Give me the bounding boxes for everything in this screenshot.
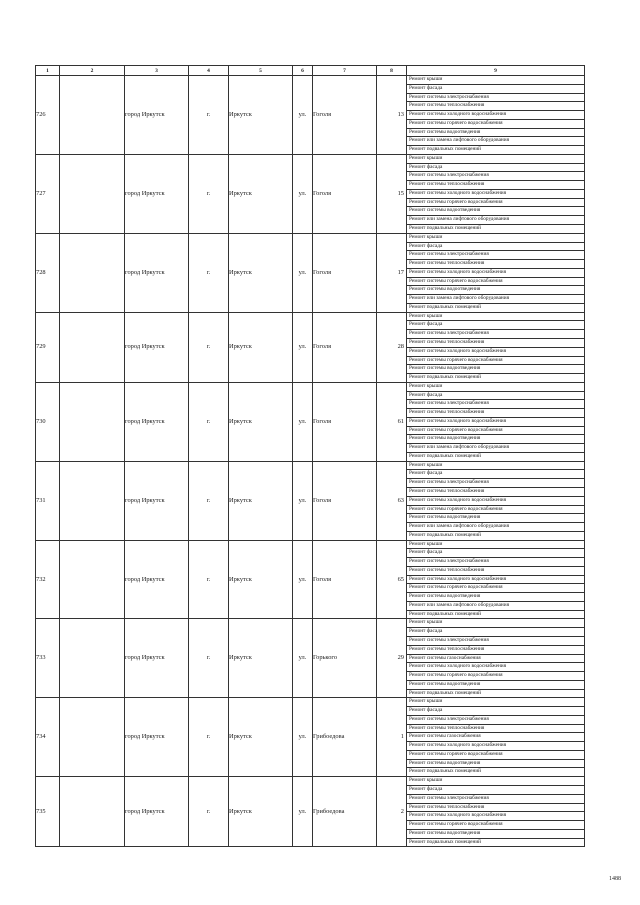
settlement-cell: Иркутск (229, 312, 293, 382)
empty-cell (60, 233, 125, 312)
works-list-cell (407, 540, 585, 619)
work-item: Ремонт фасада (407, 321, 584, 330)
building-number-cell: 61 (377, 382, 407, 461)
empty-cell (60, 154, 125, 233)
street-type-cell: ул. (293, 540, 313, 619)
col-header: 4 (189, 66, 229, 76)
empty-cell (60, 312, 125, 382)
work-item: Ремонт системы теплоснабжения (407, 181, 584, 190)
street-cell: Гоголя (313, 540, 377, 619)
work-item: Ремонт системы водоотведения (407, 681, 584, 690)
street-cell: Гоголя (313, 312, 377, 382)
work-item: Ремонт крыши (407, 541, 584, 550)
settlement-cell: Иркутск (229, 382, 293, 461)
work-item: Ремонт подвальных помещений (409, 768, 481, 775)
building-number-cell: 13 (377, 76, 407, 155)
works-list-cell (407, 76, 585, 155)
work-item: Ремонт системы горячего водоснабжения (407, 821, 584, 830)
work-item: Ремонт системы газоснабжения (407, 655, 584, 664)
works-list-cell (407, 698, 585, 777)
work-item: Ремонт системы теплоснабжения (407, 339, 584, 348)
settlement-type-cell: г. (189, 76, 229, 155)
street-cell: Грибоедова (313, 698, 377, 777)
work-item: Ремонт системы холодного водоснабжения (407, 497, 584, 506)
settlement-type-cell: г. (189, 777, 229, 847)
document-page (35, 65, 584, 847)
work-item: Ремонт системы водоотведения (407, 514, 584, 523)
work-item: Ремонт системы электроснабжения (407, 94, 584, 103)
works-list-cell (407, 312, 585, 382)
repair-register-table (35, 65, 585, 847)
work-item: Ремонт крыши (407, 313, 584, 322)
work-item: Ремонт системы водоотведения (407, 207, 584, 216)
house-number-cell: 727 (36, 154, 60, 233)
house-number-cell: 731 (36, 461, 60, 540)
house-number-cell: 728 (36, 233, 60, 312)
col-header: 1 (36, 66, 60, 76)
work-item: Ремонт фасада (407, 786, 584, 795)
empty-cell (60, 619, 125, 698)
work-item: Ремонт системы горячего водоснабжения (407, 751, 584, 760)
work-item: Ремонт системы холодного водоснабжения (407, 663, 584, 672)
work-item: Ремонт системы электроснабжения (407, 716, 584, 725)
work-item: Ремонт системы холодного водоснабжения (407, 269, 584, 278)
municipality-cell: город Иркутск (125, 233, 189, 312)
building-number-cell: 63 (377, 461, 407, 540)
house-number-cell: 730 (36, 382, 60, 461)
work-item: Ремонт системы горячего водоснабжения (407, 357, 584, 366)
building-number-cell: 28 (377, 312, 407, 382)
house-number-cell: 729 (36, 312, 60, 382)
empty-cell (60, 698, 125, 777)
work-item: Ремонт системы электроснабжения (407, 479, 584, 488)
street-type-cell: ул. (293, 312, 313, 382)
col-header: 8 (377, 66, 407, 76)
street-type-cell: ул. (293, 619, 313, 698)
work-item: Ремонт системы горячего водоснабжения (407, 506, 584, 515)
building-number-cell: 1 (377, 698, 407, 777)
work-item: Ремонт фасада (407, 164, 584, 173)
empty-cell (60, 382, 125, 461)
house-number-cell: 726 (36, 76, 60, 155)
work-item: Ремонт подвальных помещений (409, 838, 481, 845)
settlement-type-cell: г. (189, 382, 229, 461)
municipality-cell: город Иркутск (125, 461, 189, 540)
settlement-type-cell: г. (189, 698, 229, 777)
work-item: Ремонт фасада (407, 549, 584, 558)
settlement-type-cell: г. (189, 461, 229, 540)
work-item: Ремонт системы электроснабжения (407, 330, 584, 339)
work-item: Ремонт системы горячего водоснабжения (407, 584, 584, 593)
work-item: Ремонт системы теплоснабжения (407, 646, 584, 655)
work-item: Ремонт системы горячего водоснабжения (407, 427, 584, 436)
work-item: Ремонт системы холодного водоснабжения (407, 812, 584, 821)
work-item: Ремонт системы холодного водоснабжения (407, 418, 584, 427)
house-number-cell: 732 (36, 540, 60, 619)
table-row (36, 777, 585, 847)
work-item: Ремонт системы электроснабжения (407, 251, 584, 260)
work-item: Ремонт крыши (407, 234, 584, 243)
work-item: Ремонт подвальных помещений (409, 452, 481, 459)
building-number-cell: 65 (377, 540, 407, 619)
table-row (36, 698, 585, 777)
work-item: Ремонт подвальных помещений (409, 146, 481, 153)
table-body (36, 66, 585, 847)
work-item: Ремонт или замена лифтового оборудования (407, 444, 584, 453)
building-number-cell: 29 (377, 619, 407, 698)
table-row (36, 619, 585, 698)
work-item: Ремонт системы электроснабжения (407, 637, 584, 646)
empty-cell (60, 461, 125, 540)
work-item: Ремонт крыши (407, 777, 584, 786)
street-cell: Гоголя (313, 154, 377, 233)
work-item: Ремонт системы водоотведения (407, 830, 584, 839)
works-list-cell (407, 382, 585, 461)
work-item: Ремонт фасада (407, 707, 584, 716)
col-header: 7 (313, 66, 377, 76)
municipality-cell: город Иркутск (125, 154, 189, 233)
work-item: Ремонт системы теплоснабжения (407, 567, 584, 576)
settlement-cell: Иркутск (229, 540, 293, 619)
work-item: Ремонт системы теплоснабжения (407, 102, 584, 111)
municipality-cell: город Иркутск (125, 312, 189, 382)
work-item: Ремонт фасада (407, 470, 584, 479)
work-item: Ремонт крыши (407, 462, 584, 471)
settlement-cell: Иркутск (229, 76, 293, 155)
page-number: 1488 (609, 876, 621, 882)
work-item: Ремонт или замена лифтового оборудования (407, 602, 584, 611)
work-item: Ремонт системы холодного водоснабжения (407, 111, 584, 120)
street-cell: Гоголя (313, 76, 377, 155)
municipality-cell: город Иркутск (125, 76, 189, 155)
house-number-cell: 733 (36, 619, 60, 698)
works-list-cell (407, 233, 585, 312)
municipality-cell: город Иркутск (125, 777, 189, 847)
work-item: Ремонт подвальных помещений (409, 374, 481, 381)
work-item: Ремонт подвальных помещений (409, 531, 481, 538)
work-item: Ремонт подвальных помещений (409, 303, 481, 310)
settlement-type-cell: г. (189, 154, 229, 233)
works-list-cell (407, 619, 585, 698)
building-number-cell: 15 (377, 154, 407, 233)
work-item: Ремонт или замена лифтового оборудования (407, 137, 584, 146)
street-type-cell: ул. (293, 76, 313, 155)
settlement-type-cell: г. (189, 233, 229, 312)
work-item: Ремонт или замена лифтового оборудования (407, 523, 584, 532)
house-number-cell: 735 (36, 777, 60, 847)
work-item: Ремонт системы электроснабжения (407, 795, 584, 804)
street-type-cell: ул. (293, 698, 313, 777)
work-item: Ремонт системы водоотведения (407, 286, 584, 295)
work-item: Ремонт системы горячего водоснабжения (407, 120, 584, 129)
empty-cell (60, 540, 125, 619)
street-cell: Горького (313, 619, 377, 698)
work-item: Ремонт системы теплоснабжения (407, 725, 584, 734)
settlement-cell: Иркутск (229, 154, 293, 233)
works-list-cell (407, 777, 585, 847)
work-item: Ремонт системы водоотведения (407, 760, 584, 769)
building-number-cell: 2 (377, 777, 407, 847)
street-cell: Гоголя (313, 233, 377, 312)
table-row (36, 382, 585, 461)
settlement-type-cell: г. (189, 540, 229, 619)
table-row (36, 540, 585, 619)
col-header: 6 (293, 66, 313, 76)
street-type-cell: ул. (293, 233, 313, 312)
work-item: Ремонт крыши (407, 619, 584, 628)
work-item: Ремонт системы теплоснабжения (407, 409, 584, 418)
building-number-cell: 17 (377, 233, 407, 312)
work-item: Ремонт системы водоотведения (407, 365, 584, 374)
work-item: Ремонт фасада (407, 85, 584, 94)
settlement-type-cell: г. (189, 619, 229, 698)
house-number-cell: 734 (36, 698, 60, 777)
work-item: Ремонт системы холодного водоснабжения (407, 348, 584, 357)
empty-cell (60, 777, 125, 847)
table-row (36, 233, 585, 312)
work-item: Ремонт системы теплоснабжения (407, 260, 584, 269)
col-header: 9 (407, 66, 585, 76)
work-item: Ремонт фасада (407, 392, 584, 401)
settlement-cell: Иркутск (229, 619, 293, 698)
municipality-cell: город Иркутск (125, 619, 189, 698)
work-item: Ремонт системы водоотведения (407, 129, 584, 138)
work-item: Ремонт системы водоотведения (407, 435, 584, 444)
col-header: 5 (229, 66, 293, 76)
header-row (36, 66, 585, 76)
col-header: 2 (60, 66, 125, 76)
work-item: Ремонт подвальных помещений (409, 610, 481, 617)
work-item: Ремонт или замена лифтового оборудования (407, 295, 584, 304)
settlement-cell: Иркутск (229, 698, 293, 777)
municipality-cell: город Иркутск (125, 698, 189, 777)
work-item: Ремонт системы горячего водоснабжения (407, 199, 584, 208)
work-item: Ремонт подвальных помещений (409, 225, 481, 232)
work-item: Ремонт системы водоотведения (407, 593, 584, 602)
work-item: Ремонт системы теплоснабжения (407, 804, 584, 813)
work-item: Ремонт системы горячего водоснабжения (407, 672, 584, 681)
settlement-cell: Иркутск (229, 461, 293, 540)
work-item: Ремонт крыши (407, 76, 584, 85)
table-row (36, 154, 585, 233)
work-item: Ремонт системы электроснабжения (407, 558, 584, 567)
col-header: 3 (125, 66, 189, 76)
work-item: Ремонт системы холодного водоснабжения (407, 576, 584, 585)
table-row (36, 461, 585, 540)
work-item: Ремонт или замена лифтового оборудования (407, 216, 584, 225)
work-item: Ремонт крыши (407, 383, 584, 392)
work-item: Ремонт системы электроснабжения (407, 172, 584, 181)
street-cell: Гоголя (313, 461, 377, 540)
municipality-cell: город Иркутск (125, 540, 189, 619)
works-list-cell (407, 461, 585, 540)
work-item: Ремонт подвальных помещений (409, 689, 481, 696)
works-list-cell (407, 154, 585, 233)
work-item: Ремонт крыши (407, 698, 584, 707)
work-item: Ремонт крыши (407, 155, 584, 164)
work-item: Ремонт системы горячего водоснабжения (407, 278, 584, 287)
settlement-type-cell: г. (189, 312, 229, 382)
empty-cell (60, 76, 125, 155)
street-type-cell: ул. (293, 777, 313, 847)
street-type-cell: ул. (293, 382, 313, 461)
work-item: Ремонт фасада (407, 628, 584, 637)
work-item: Ремонт системы холодного водоснабжения (407, 742, 584, 751)
settlement-cell: Иркутск (229, 233, 293, 312)
table-row (36, 312, 585, 382)
street-type-cell: ул. (293, 154, 313, 233)
work-item: Ремонт системы холодного водоснабжения (407, 190, 584, 199)
work-item: Ремонт фасада (407, 243, 584, 252)
settlement-cell: Иркутск (229, 777, 293, 847)
street-type-cell: ул. (293, 461, 313, 540)
table-row (36, 76, 585, 155)
municipality-cell: город Иркутск (125, 382, 189, 461)
street-cell: Гоголя (313, 382, 377, 461)
work-item: Ремонт системы газоснабжения (407, 733, 584, 742)
work-item: Ремонт системы электроснабжения (407, 400, 584, 409)
street-cell: Грибоедова (313, 777, 377, 847)
work-item: Ремонт системы теплоснабжения (407, 488, 584, 497)
